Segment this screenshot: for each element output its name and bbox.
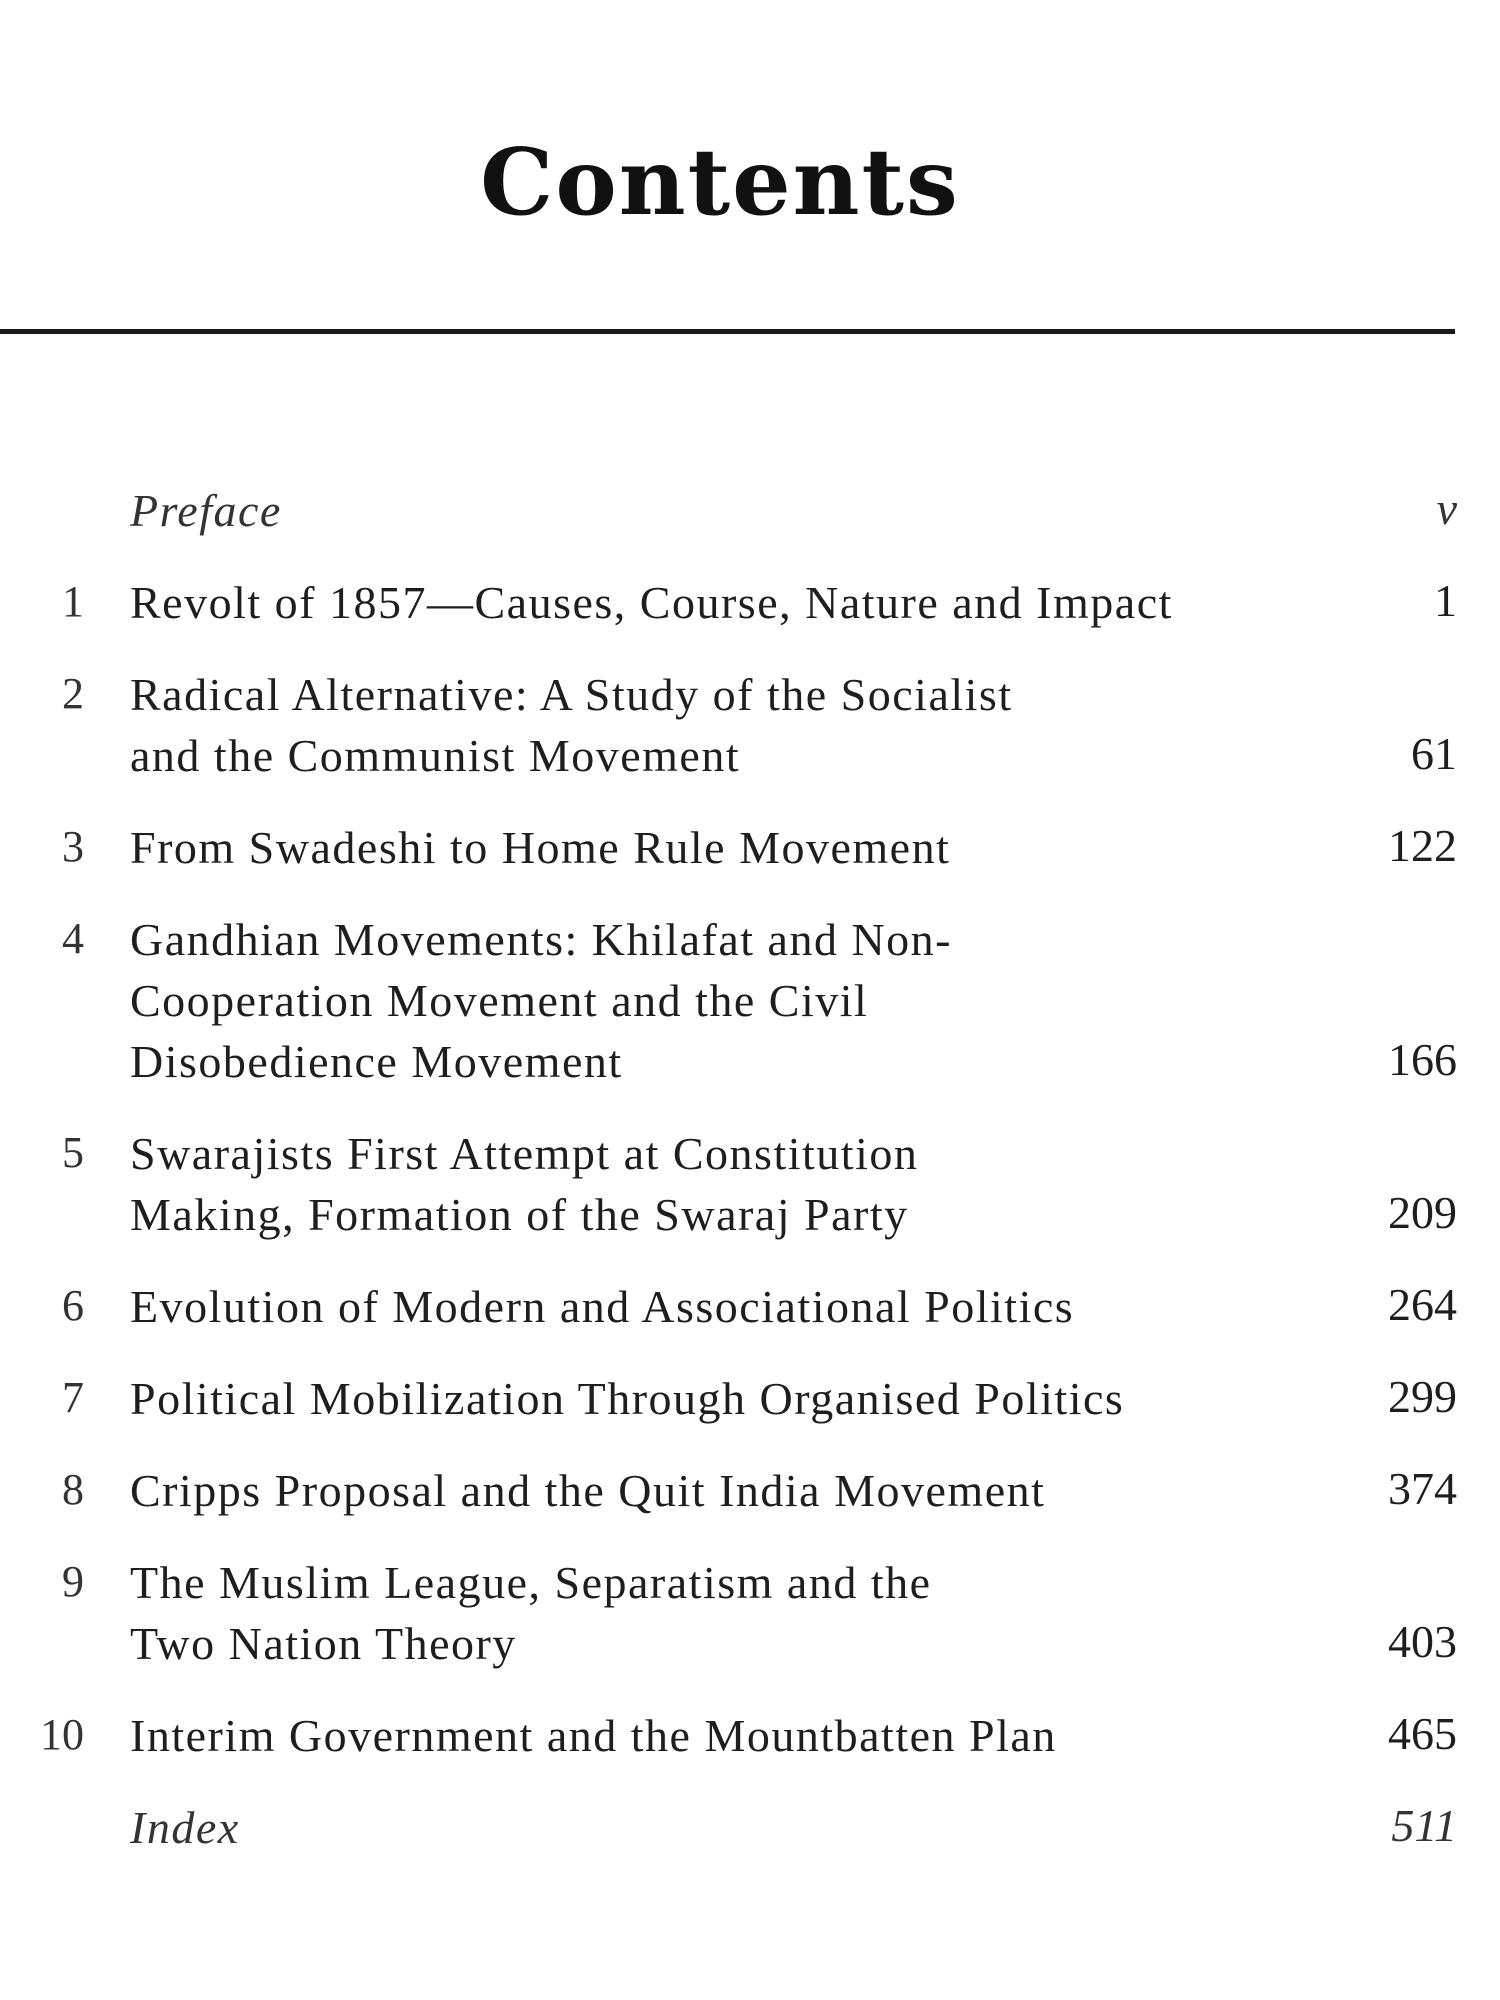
toc-entry-number: 2 <box>62 669 84 718</box>
toc-entry-title <box>130 1368 1360 1429</box>
toc-entry-title <box>130 909 1360 1092</box>
toc-entry-number: 1 <box>62 577 84 626</box>
toc-entry-page-number: 209 <box>1388 1187 1457 1238</box>
toc-entry-number: 9 <box>62 1557 84 1606</box>
toc-entry-title-line: Two Nation Theory <box>130 1618 517 1669</box>
toc-entry-page-number: 264 <box>1388 1279 1457 1330</box>
toc-entry-title-line: Gandhian Movements: Khilafat and Non- <box>130 914 952 965</box>
toc-entry-title-line: From Swadeshi to Home Rule Movement <box>130 822 951 873</box>
toc-entry-page-number: 403 <box>1388 1616 1457 1667</box>
toc-entry-title <box>130 1705 1360 1766</box>
toc-entry-title-line: Cripps Proposal and the Quit India Movement <box>130 1465 1046 1516</box>
toc-entry-number: 6 <box>62 1281 84 1330</box>
toc-entry-title <box>130 817 1360 878</box>
toc-entry-title-line: Evolution of Modern and Associational Politics <box>130 1281 1075 1332</box>
toc-entry-title-line: and the Communist Movement <box>130 730 741 781</box>
toc-entry-title-line: Index <box>130 1802 240 1853</box>
toc-entry-page-number: 166 <box>1388 1034 1457 1085</box>
toc-entry-title <box>130 1276 1360 1337</box>
toc-entry-title-line: The Muslim League, Separatism and the <box>130 1557 932 1608</box>
toc-entry-title-line: Cooperation Movement and the Civil <box>130 975 869 1026</box>
toc-entry-title <box>130 1552 1360 1674</box>
toc-entry-title-line: Interim Government and the Mountbatten Plan <box>130 1710 1057 1761</box>
toc-entry-page-number: 1 <box>1434 575 1457 626</box>
toc-entry-number: 5 <box>62 1128 84 1177</box>
toc-entry-page-number: 122 <box>1388 820 1457 871</box>
toc-entry-page-number: v <box>1436 483 1457 534</box>
toc-entry-number: 10 <box>40 1710 84 1759</box>
toc-entry-number: 4 <box>62 914 84 963</box>
toc-entry-title <box>130 480 1360 541</box>
toc-entry-page-number: 299 <box>1388 1371 1457 1422</box>
toc-entry-title <box>130 1460 1360 1521</box>
toc-entry-title-line: Radical Alternative: A Study of the Socialist <box>130 669 1013 720</box>
toc-entry-title-line: Political Mobilization Through Organised Politics <box>130 1373 1125 1424</box>
toc-entry-page-number: 61 <box>1411 728 1457 779</box>
toc-entry-page-number: 511 <box>1391 1800 1457 1851</box>
page-title: Contents <box>480 128 960 236</box>
toc-entry-title-line: Preface <box>130 485 282 536</box>
toc-entry-title-line: Making, Formation of the Swaraj Party <box>130 1189 909 1240</box>
toc-entry-page-number: 465 <box>1388 1708 1457 1759</box>
toc-entry-title <box>130 1797 1360 1858</box>
toc-entry-title <box>130 572 1360 633</box>
toc-entry-title-line: Revolt of 1857—Causes, Course, Nature and Impact <box>130 577 1173 628</box>
toc-entry-number: 8 <box>62 1465 84 1514</box>
toc-entry-title <box>130 1123 1360 1245</box>
toc-entry-number: 7 <box>62 1373 84 1422</box>
toc-entry-title-line: Swarajists First Attempt at Constitution <box>130 1128 919 1179</box>
toc-entry-page-number: 374 <box>1388 1463 1457 1514</box>
toc-entry-number: 3 <box>62 822 84 871</box>
toc-entry-title <box>130 664 1360 786</box>
title-rule <box>0 329 1455 334</box>
toc-entry-title-line: Disobedience Movement <box>130 1036 623 1087</box>
